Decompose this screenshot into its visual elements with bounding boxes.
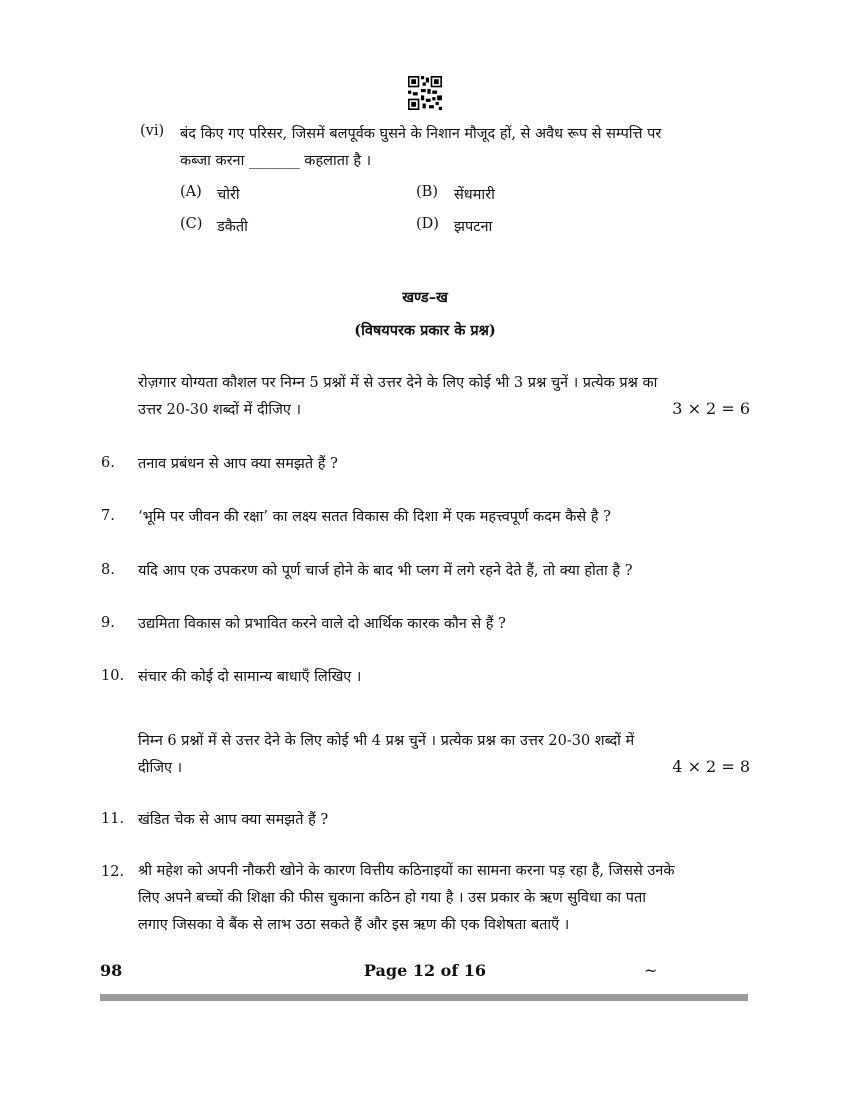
question-12-number: 12. <box>101 864 125 880</box>
question-11-text: खंडित चेक से आप क्या समझते हैं ? <box>138 812 329 828</box>
question-9-text: उद्यमिता विकास को प्रभावित करने वाले दो आर्थिक कारक कौन से हैं ? <box>138 616 506 632</box>
instruction2-marks: 4 × 2 = 8 <box>672 757 750 776</box>
question-12-line1: श्री महेश को अपनी नौकरी खोने के कारण वित्तीय कठिनाइयों का सामना करना पड़ रहा है, जिससे उनके <box>138 863 675 879</box>
question-10-text: संचार की कोई दो सामान्य बाधाएँ लिखिए । <box>138 669 362 685</box>
question-12-line2: लिए अपने बच्चों की शिक्षा की फीस चुकाना कठिन हो गया है । उस प्रकार के ऋण सुविधा का पता <box>138 890 647 906</box>
footer-page-number: Page 12 of 16 <box>363 961 487 980</box>
question-vi-line1: बंद किए गए परिसर, जिसमें बलपूर्वक घुसने के निशान मौजूद हों, से अवैध रूप से सम्पत्ति पर <box>180 126 662 142</box>
option-b-label: (B) <box>416 184 438 200</box>
instruction2-line2: दीजिए । <box>138 760 183 776</box>
section-title: खण्ड–ख <box>402 289 448 306</box>
question-7-number: 7. <box>101 508 115 524</box>
footer-code: 98 <box>100 961 123 980</box>
footer-mark: ~ <box>644 961 658 980</box>
qr-code-icon <box>408 76 442 110</box>
question-10-number: 10. <box>101 668 125 684</box>
option-d-label: (D) <box>416 216 439 232</box>
question-6-number: 6. <box>101 455 115 471</box>
section-subtitle: (विषयपरक प्रकार के प्रश्न) <box>354 322 496 339</box>
instruction1-marks: 3 × 2 = 6 <box>672 399 750 418</box>
question-vi-number: (vi) <box>140 123 165 139</box>
instruction2-line1: निम्न 6 प्रश्नों में से उत्तर देने के लिए कोई भी 4 प्रश्न चुनें । प्रत्येक प्रश्न का उत्तर 20-30 शब्दों में <box>138 733 635 749</box>
option-c-text: डकैती <box>217 219 248 235</box>
option-a-text: चोरी <box>217 187 240 203</box>
instruction1-line1: रोज़गार योग्यता कौशल पर निम्न 5 प्रश्नों में से उत्तर देने के लिए कोई भी 3 प्रश्न चुनें । प्रत्येक प्रश्न का <box>138 375 658 391</box>
option-c-label: (C) <box>180 216 203 232</box>
question-6-text: तनाव प्रबंधन से आप क्या समझते हैं ? <box>138 456 338 472</box>
question-7-text: ‘भूमि पर जीवन की रक्षा’ का लक्ष्य सतत विकास की दिशा में एक महत्त्वपूर्ण कदम कैसे है ? <box>138 509 611 525</box>
question-8-text: यदि आप एक उपकरण को पूर्ण चार्ज होने के बाद भी प्लग में लगे रहने देते हैं, तो क्या होता है ? <box>138 563 633 579</box>
question-12-line3: लगाए जिसका वे बैंक से लाभ उठा सकते हैं और इस ऋण की एक विशेषता बताएँ । <box>138 917 570 933</box>
option-a-label: (A) <box>180 184 202 200</box>
question-11-number: 11. <box>101 811 125 827</box>
question-vi-line2: कब्जा करना _______ कहलाता है । <box>180 153 372 169</box>
question-9-number: 9. <box>101 615 115 631</box>
question-8-number: 8. <box>101 562 115 578</box>
instruction1-line2: उत्तर 20-30 शब्दों में दीजिए । <box>138 402 302 418</box>
option-b-text: सेंधमारी <box>454 187 495 203</box>
option-d-text: झपटना <box>454 219 493 235</box>
footer-divider <box>100 994 748 1001</box>
